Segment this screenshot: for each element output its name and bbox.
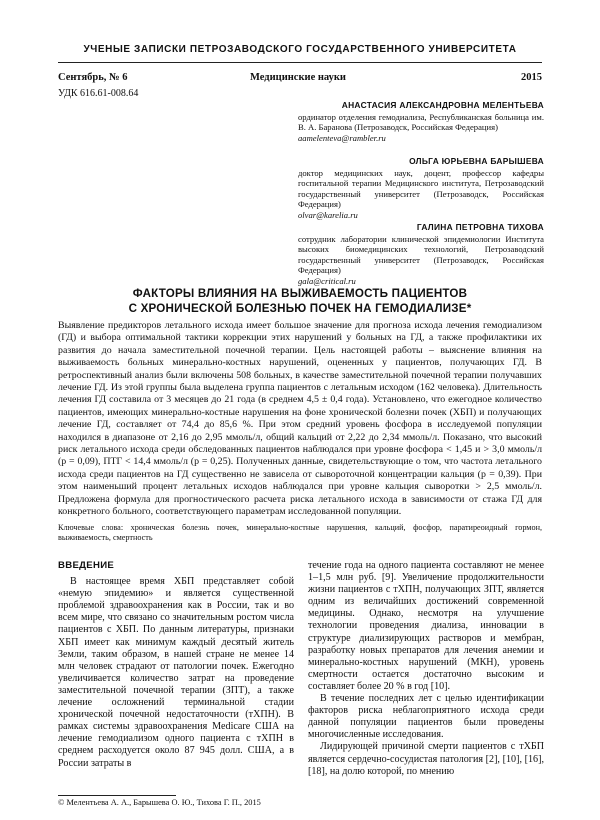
author-block [298, 100, 544, 143]
author-name: АНАСТАСИЯ АЛЕКСАНДРОВНА МЕЛЕНТЬЕВА [341, 100, 544, 110]
author-block [298, 222, 544, 287]
right-column [308, 560, 544, 778]
title-line: ФАКТОРЫ ВЛИЯНИЯ НА ВЫЖИВАЕМОСТЬ ПАЦИЕНТОВ [132, 287, 468, 300]
abstract: Выявление предикторов летального исхода имеет большое значение для прогноза исхода лечения гемодиализом (ГД) и выбора оптимальной тактики коррекции этих нарушений у больных на ГД, а также профилактики их развития до начала заместительной почечной терапии. Цель настоящей работы – выяснение влияния на выживаемость больных минерально-костных нарушений, оцененных у пациентов, получающих ГД. В ретроспективный анализ были включены 508 больных, в качестве заместительной почечной терапии получавших лечение ГД. Из этой группы была выделена группа пациентов с летальным исходом (162 человека). Длительность лечения ГД составила от 3 месяцев до 21 года (в среднем 4,5 ± 0,4 года). Установлено, что ежегодное количество пациентов, имеющих минерально-костные нарушения на фоне хронической болезни почек (ХБП) и получающих лечение ГД, составляет от 74,4 до 85,6 %. При этом средний уровень фосфора в исследуемой популяции находился в диапазоне от 2,16 до 2,95 ммоль/л, общий кальций от 2,22 до 2,34 ммоль/л. Показано, что высокий риск летального исхода среди обследованных пациентов наблюдался при уровне фосфора < 1,45 и > 3,0 ммоль/л (p = 0,09), ПТГ < 14,4 ммоль/л (p = 0,25). Полученных данные, свидетельствующие о том, что частота летального исхода среди пациентов на ГД существенно не зависела от сывороточной концентрации кальция (p = 0,39). При этом наименьший процент летальных исходов наблюдался при уровне кальция сыворотки > 2,5 ммоль/л. Предложена формула для прогностического расчета риска летального исхода в зависимости от стажа ГД для конкретного больного, соответствующего параметрам исследованной популяции. [58, 320, 542, 518]
footnote-rule [58, 795, 176, 796]
title-line: С ХРОНИЧЕСКОЙ БОЛЕЗНЬЮ ПОЧЕК НА ГЕМОДИАЛИЗЕ* [128, 302, 472, 315]
keywords: Ключевые слова: хроническая болезнь почек, минерально-костные нарушения, кальций, фосфор, паратиреоидный гормон, выживаемость, смертность [58, 523, 542, 543]
left-column [58, 560, 294, 770]
author-name: ОЛЬГА ЮРЬЕВНА БАРЫШЕВА [409, 156, 544, 166]
author-block [298, 156, 544, 221]
header-rule [58, 62, 542, 63]
issue-label: Сентябрь, № 6 [58, 72, 128, 83]
author-affiliation: сотрудник лаборатории клинической эпидемиологии Института высоких биомедицинских технологий, Петрозаводский государственный университет (Петрозаводск, Российская Федерация) [298, 233, 544, 276]
section-heading: ВВЕДЕНИЕ [58, 560, 115, 571]
copyright-note: © Мелентьева А. А., Барышева О. Ю., Тихова Г. П., 2015 [58, 798, 261, 807]
author-affiliation: ординатор отделения гемодиализа, Республиканская больница им. В. А. Баранова (Петрозаводск, Российская Федерация) [298, 111, 544, 133]
body-paragraph: В течение последних лет с целью идентификации факторов риска неблагоприятного исхода среди данной популяции пациентов были проведены многочисленные исследования. [308, 693, 544, 741]
body-paragraph: В настоящее время ХБП представляет собой «немую эпидемию» и является существенной проблемой здравоохранения как в России, так и во всем мире, что связано со значительным ростом числа пациентов с ХБП. По данным литературы, признаки ХБП имеет как минимум каждый десятый житель Земли, таким образом, в нашей стране не менее 14 млн человек страдают от патологии почек. Ежегодно увеличивается количество затрат на проведение заместительной почечной терапии (ЗПТ), а также лечение осложнений терминальной стадии хронической почечной недостаточности (тХПН). В рамках системы здравоохранения Medicare США на лечение гемодиализом одного пациента с тХПН в среднем расходуется около 87 945 долл. США, а в России затраты в [58, 576, 294, 769]
author-name: ГАЛИНА ПЕТРОВНА ТИХОВА [416, 222, 544, 232]
issue-meta [58, 72, 542, 86]
author-affiliation: доктор медицинских наук, доцент, профессор кафедры госпитальной терапии Медицинского института, Петрозаводский государственный университет (Петрозаводск, Российская Федерация) [298, 167, 544, 210]
section-label: Медицинские науки [250, 72, 346, 83]
author-email[interactable]: gala@critical.ru [298, 275, 356, 286]
journal-title: УЧЕНЫЕ ЗАПИСКИ ПЕТРОЗАВОДСКОГО ГОСУДАРСТВЕННОГО УНИВЕРСИТЕТА [83, 44, 517, 55]
article-title [58, 286, 542, 316]
body-paragraph: течение года на одного пациента составляют не менее 1–1,5 млн руб. [9]. Увеличение продолжительности жизни пациентов с тХПН, получающих ЗПТ, является одним из величайших достижений современной медицины. Однако, несмотря на улучшение технологии проведения диализа, инновации в структуре диализирующих растворов и мембран, разработку новых препаратов для лечения анемии и минерально-костных нарушений (МКН), уровень смертности остается достаточно высоким и составляет более 20 % в год [10]. [308, 560, 544, 692]
year-label: 2015 [521, 72, 542, 83]
udk-code: УДК 616.61-008.64 [58, 88, 139, 99]
author-email[interactable]: olvar@karelia.ru [298, 209, 358, 220]
body-paragraph: Лидирующей причиной смерти пациентов с тХБП является сердечно-сосудистая патология [2], [10], [16], [18], на долю которой, по мнению [308, 741, 544, 777]
author-email[interactable]: aamelenteva@rambler.ru [298, 132, 386, 143]
